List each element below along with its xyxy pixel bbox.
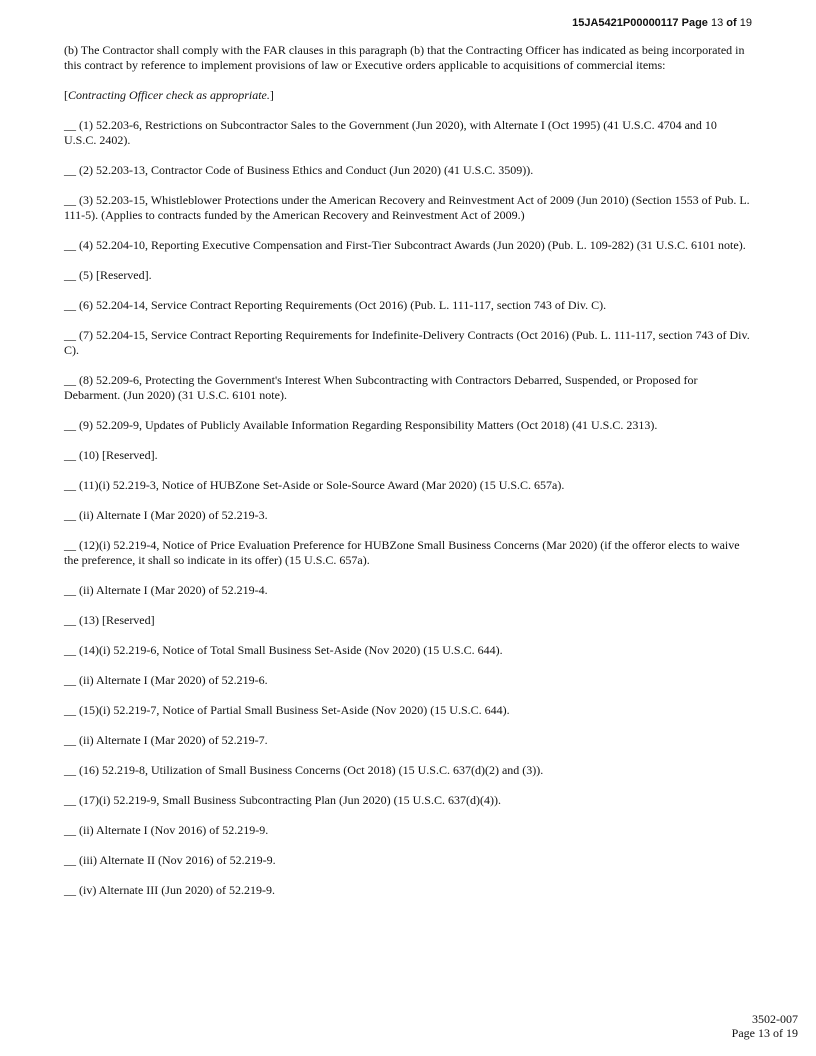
clause-item: __ (ii) Alternate I (Mar 2020) of 52.219-3. bbox=[64, 508, 268, 522]
clause-item: __ (ii) Alternate I (Mar 2020) of 52.219-7. bbox=[64, 733, 268, 747]
clause-item: __ (11)(i) 52.219-3, Notice of HUBZone Set-Aside or Sole-Source Award (Mar 2020) (15 U.S.C. 657a). bbox=[64, 478, 565, 492]
clause-item: __ (1) 52.203-6, Restrictions on Subcontractor Sales to the Government (Jun 2020), with Alternate I (Oct 1995) (41 U.S.C. 4704 and 10 U.S.C. 2402). bbox=[64, 118, 717, 147]
clause-item: __ (iv) Alternate III (Jun 2020) of 52.219-9. bbox=[64, 883, 275, 897]
clause-item: __ (6) 52.204-14, Service Contract Reporting Requirements (Oct 2016) (Pub. L. 111-117, section 743 of Div. C). bbox=[64, 298, 607, 312]
clause-item: __ (4) 52.204-10, Reporting Executive Compensation and First-Tier Subcontract Awards (Jun 2020) (Pub. L. 109-282) (31 U.S.C. 6101 note). bbox=[64, 238, 746, 252]
form-number: 3502-007 bbox=[752, 1012, 798, 1026]
clause-item: __ (14)(i) 52.219-6, Notice of Total Small Business Set-Aside (Nov 2020) (15 U.S.C. 644). bbox=[64, 643, 503, 657]
clause-item: __ (17)(i) 52.219-9, Small Business Subcontracting Plan (Jun 2020) (15 U.S.C. 637(d)(4)). bbox=[64, 793, 501, 807]
note-open-bracket: [ bbox=[64, 88, 68, 102]
footer-page-label: Page 13 of 19 bbox=[731, 1026, 798, 1040]
note-close-bracket: ] bbox=[269, 88, 274, 102]
total-page-count: 19 bbox=[739, 17, 752, 29]
contracting-officer-note bbox=[64, 88, 752, 103]
document-id: 15JA5421P00000117 bbox=[572, 17, 679, 29]
clause-item: __ (iii) Alternate II (Nov 2016) of 52.219-9. bbox=[64, 853, 276, 867]
clause-item: __ (16) 52.219-8, Utilization of Small Business Concerns (Oct 2018) (15 U.S.C. 637(d)(2) and (3)). bbox=[64, 763, 544, 777]
clause-item: __ (10) [Reserved]. bbox=[64, 448, 158, 462]
clause-item: __ (12)(i) 52.219-4, Notice of Price Evaluation Preference for HUBZone Small Business Concerns (Mar 2020) (if the offeror elects to waive the preference, it shall so indicate in its offer) (15 U.S.C. 657a). bbox=[64, 538, 740, 567]
clause-item: __ (13) [Reserved] bbox=[64, 613, 155, 627]
note-text: Contracting Officer check as appropriate. bbox=[68, 88, 270, 102]
page-header bbox=[572, 16, 752, 30]
page-footer bbox=[732, 1012, 798, 1040]
clause-item: __ (ii) Alternate I (Mar 2020) of 52.219-4. bbox=[64, 583, 268, 597]
clause-item: __ (3) 52.203-15, Whistleblower Protections under the American Recovery and Reinvestment Act of 2009 (Jun 2010) (Section 1553 of Pub. L. 111-5). (Applies to contracts funded by the American Recovery and Reinvestment Act of 2009.) bbox=[64, 193, 750, 222]
clause-item: __ (5) [Reserved]. bbox=[64, 268, 152, 282]
intro-paragraph: (b) The Contractor shall comply with the FAR clauses in this paragraph (b) that the Contracting Officer has indicated as being incorporated in this contract by reference to implement provisions of law or Executive orders applicable to acquisitions of commercial items: bbox=[64, 43, 745, 72]
clause-item: __ (8) 52.209-6, Protecting the Government's Interest When Subcontracting with Contractors Debarred, Suspended, or Proposed for Debarment. (Jun 2020) (31 U.S.C. 6101 note). bbox=[64, 373, 698, 402]
clause-item: __ (15)(i) 52.219-7, Notice of Partial Small Business Set-Aside (Nov 2020) (15 U.S.C. 644). bbox=[64, 703, 510, 717]
document-body bbox=[64, 43, 752, 913]
clause-item: __ (9) 52.209-9, Updates of Publicly Available Information Regarding Responsibility Matters (Oct 2018) (41 U.S.C. 2313). bbox=[64, 418, 658, 432]
of-word: of bbox=[726, 17, 737, 29]
current-page-number: 13 bbox=[710, 17, 724, 29]
clause-item: __ (ii) Alternate I (Nov 2016) of 52.219-9. bbox=[64, 823, 269, 837]
clause-item: __ (7) 52.204-15, Service Contract Reporting Requirements for Indefinite-Delivery Contracts (Oct 2016) (Pub. L. 111-117, section 743 of Div. C). bbox=[64, 328, 750, 357]
page-word: Page bbox=[681, 17, 708, 29]
clause-item: __ (2) 52.203-13, Contractor Code of Business Ethics and Conduct (Jun 2020) (41 U.S.C. 3509)). bbox=[64, 163, 534, 177]
clause-item: __ (ii) Alternate I (Mar 2020) of 52.219-6. bbox=[64, 673, 268, 687]
